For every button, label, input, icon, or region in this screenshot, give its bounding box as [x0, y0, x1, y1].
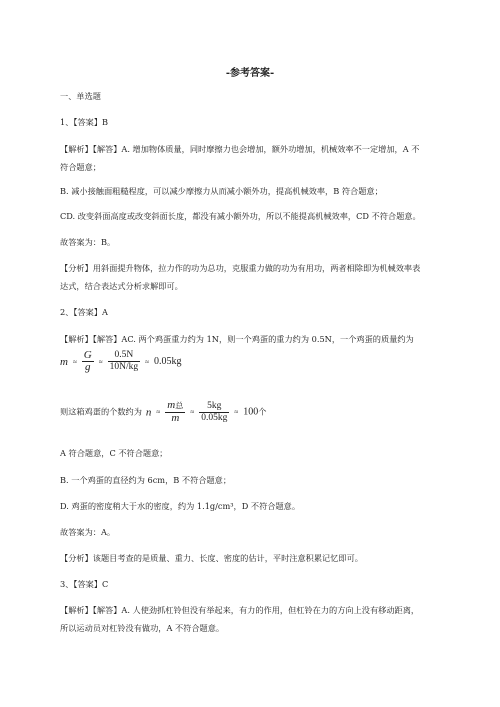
q2-answer: 2、【答案】A — [60, 307, 108, 317]
formula1-f1-den: g — [85, 361, 91, 373]
formula1-lhs: m — [60, 356, 68, 369]
q2-fenxi: 【分析】该题目考查的是质量、重力、长度、密度的估计，平时注意积累记忆即可。 — [60, 553, 363, 563]
formula2-lhs: n — [145, 406, 152, 419]
q2-formula-count — [60, 400, 266, 424]
page-title: -参考答案- — [225, 68, 275, 79]
q2-conclusion: 故答案为：A。 — [60, 527, 116, 537]
formula1-approx-1: ≈ — [72, 357, 77, 366]
formula2-approx-2: ≈ — [190, 408, 195, 416]
formula1-approx-2: ≈ — [98, 357, 103, 366]
q1-analysis-line1: 【解析】【解答】A. 增加物体质量，同时摩擦力也会增加，额外功增加，机械效率不一定增加，A 不 — [60, 144, 420, 154]
q1-option-b: B. 减小接触面粗糙程度，可以减少摩擦力从而减小额外功，提高机械效率，B 符合题意； — [60, 186, 383, 196]
q2-option-d: D. 鸡蛋的密度稍大于水的密度，约为 1.1g/cm³，D 不符合题意。 — [60, 501, 301, 511]
q2-a-ok: A 符合题意，C 不符合题意； — [60, 448, 168, 458]
formula2-result: 100 — [243, 406, 259, 418]
formula2-f1-den: m — [171, 412, 180, 424]
formula1-result: 0.05kg — [153, 356, 182, 367]
q1-conclusion: 故答案为：B。 — [60, 237, 116, 247]
section-heading: 一、单选题 — [60, 91, 101, 101]
q3-answer: 3、【答案】C — [60, 579, 109, 589]
q2-analysis-line1: 【解析】【解答】AC. 两个鸡蛋重力约为 1N，则一个鸡蛋的重力约为 0.5N，一个鸡蛋的质量约为 — [60, 334, 414, 344]
formula1-fraction-2 — [108, 350, 141, 373]
formula1-approx-3: ≈ — [145, 357, 149, 366]
formula1-f2-den: 10N/kg — [109, 362, 139, 372]
formula1-fraction-1 — [82, 350, 94, 373]
formula2-f2-num: 5kg — [199, 401, 229, 413]
q2-formula-mass — [60, 350, 181, 373]
formula2-f1-num: m — [167, 399, 176, 411]
formula2-fraction-2 — [199, 401, 229, 424]
formula2-prefix: 则这箱鸡蛋的个数约为 — [60, 406, 142, 417]
formula1-f1-num: G — [83, 349, 92, 361]
formula1-f2-num: 0.5N — [108, 350, 141, 362]
q1-analysis-line2: 符合题意； — [60, 162, 101, 172]
q3-analysis-line1: 【解析】【解答】A. 人使劲抓杠铃但没有举起来，有力的作用，但杠铃在力的方向上没有移动距离， — [60, 605, 420, 615]
formula2-approx-3: ≈ — [234, 408, 239, 416]
q2-option-b: B. 一个鸡蛋的直径约为 6cm，B 不符合题意； — [60, 475, 232, 485]
formula2-approx-1: ≈ — [156, 408, 161, 416]
q1-answer: 1、【答案】B — [60, 117, 109, 127]
q1-option-cd: CD. 改变斜面高度或改变斜面长度，都没有减小额外功，所以不能提高机械效率，CD 不符合题意。 — [60, 211, 421, 221]
q3-analysis-line2: 所以运动员对杠铃没有做功，A 不符合题意。 — [60, 623, 225, 633]
formula2-f1-num-sub: 总 — [175, 400, 184, 411]
formula2-unit: 个 — [258, 406, 267, 417]
q1-fenxi-line2: 达式，结合表达式分析求解即可。 — [60, 281, 183, 291]
formula2-fraction-1 — [165, 400, 185, 424]
formula2-f2-den: 0.05kg — [201, 412, 228, 423]
q1-fenxi-line1: 【分析】用斜面提升物体，拉力作的功为总功，克服重力做的功为有用功，两者相除即为机械效率表 — [60, 263, 421, 273]
